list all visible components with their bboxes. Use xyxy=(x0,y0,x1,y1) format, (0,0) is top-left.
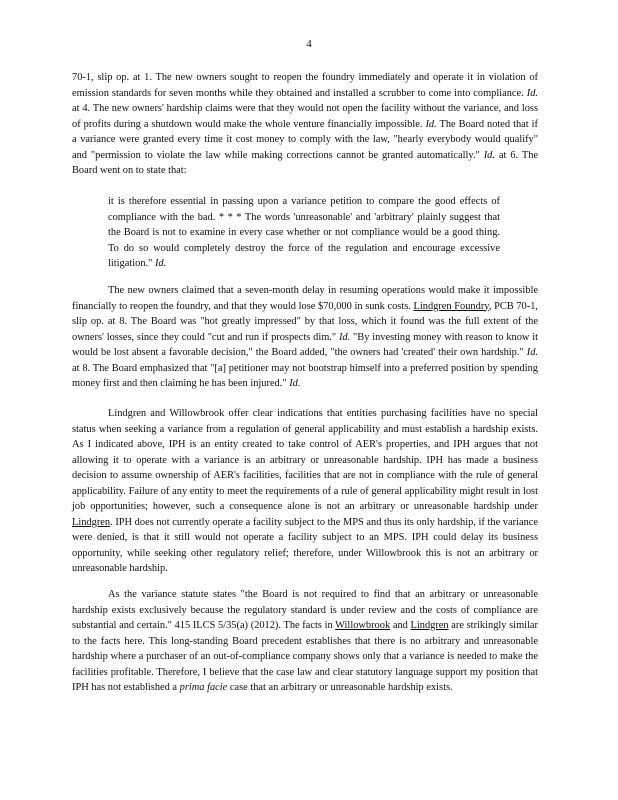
text-run: are strikingly similar to the facts here. This long-standing Board precedent establishes that there is no arbitrary and unreasonable hardship where a purchaser of an out-of-compliance company shows only that a variance is needed to make the facilities profitable. Therefore, I believe that the case law and clear statutory language support my position that IPH has not established a xyxy=(72,620,538,693)
text-run: The new owners claimed that a seven-month delay in resuming operations would make it impossible financially to reopen the foundry, and that they would lose $70,000 in sunk costs. xyxy=(72,285,538,312)
id-citation: Id. xyxy=(289,378,301,389)
id-citation: Id. xyxy=(526,347,538,358)
text-run: it is therefore essential in passing upon a variance petition to compare the good effects of compliance with the bad. * * * The words 'unreasonable' and 'arbitrary' plainly suggest that the Board is not to examine in every case whether or not compliance would be a good thing. To do so would completely destroy the force of the regulation and encourage excessive litigation." xyxy=(108,196,500,269)
case-name: Lindgren Foundry xyxy=(413,300,489,312)
case-name: Willowbrook xyxy=(335,620,391,631)
text-run: case that an arbitrary or unreasonable hardship exists. xyxy=(227,682,453,693)
text-run: . IPH does not currently operate a facility subject to the MPS and thus its only hardship, if the variance were denied, is that it still would not operate a facility subject to an MPS. IPH could delay its business opportunity, while seeking other regulatory relief; therefore, under Willowbrook this is not an arbitrary or unreasonable hardship. xyxy=(72,516,538,574)
text-run: , PCB 70-1, slip op. at 8. The Board was "hot greatly impressed" by that loss, which it found was the full extent of the owners' losses, since they could "cut and run if prospects dim." xyxy=(72,300,539,343)
text-run: "By investing money with reason to know it would be lost absent a favorable decision," the Board added, "the owners had 'created' their own hardship." xyxy=(72,331,538,358)
text-run: 70-1, slip op. at 1. The new owners sought to reopen the foundry immediately and operate it in violation of emission standards for seven months while they obtained and installed a scrubber to come into compliance. xyxy=(72,72,538,99)
id-citation: Id. xyxy=(526,87,538,99)
text-run: Lindgren and Willowbrook offer clear indications that entities purchasing facilities have no special status when seeking a variance from a regulation of general applicability and must establish a hardship exists. As I indicated above, IPH is an entity created to take control of AER's properties, and IPH argues that not allowing it to operate with a variance is an arbitrary or unreasonable hardship. IPH has made a business decision to assume ownership of AER's facilities, facilities that are not in compliance with the rule of general applicability. Failure of any entity to meet the requirements of a rule of general applicability might result in lost job opportunities; however, such a consequence alone is not an arbitrary or unreasonable hardship under xyxy=(72,408,538,512)
text-run: The Board noted that if a variance were granted every time it cost money to comply with the law, "hearly everybody would qualify" and "permission to violate the law while making corrections cannot be granted automatically." xyxy=(72,118,538,161)
text-run: at 6. The Board went on to state that: xyxy=(72,149,538,176)
paragraph-lindgren-background xyxy=(72,70,538,179)
latin-phrase: prima facie xyxy=(179,682,228,693)
paragraph-sunk-costs xyxy=(72,283,538,392)
id-citation: Id. xyxy=(483,149,495,161)
text-run: at 8. The Board emphasized that "[a] petitioner may not bootstrap himself into a preferred position by spending money first and then claiming he has been injured." xyxy=(72,362,538,389)
paragraph-iph-analysis xyxy=(72,406,538,577)
text-run: and xyxy=(390,620,411,631)
paragraph-conclusion xyxy=(72,587,538,696)
id-citation: Id. xyxy=(425,118,437,130)
block-quote xyxy=(108,194,500,272)
page-number: 4 xyxy=(306,38,312,50)
id-citation: Id. xyxy=(338,331,351,343)
case-name: Lindgren xyxy=(72,516,111,528)
text-run: As the variance statute states "the Board is not required to find that an arbitrary or unreasonable hardship exists exclusively because the regulatory standard is under review and the costs of compliance are substantial and certain." 415 ILCS 5/35(a) (2012). The facts in xyxy=(72,589,538,631)
text-run: at 4. The new owners' hardship claims were that they would not open the facility without the variance, and loss of profits during a shutdown would make the whole venture financially impossible. xyxy=(72,103,538,130)
id-citation: Id. xyxy=(154,258,167,269)
case-name: Lindgren xyxy=(410,620,449,631)
